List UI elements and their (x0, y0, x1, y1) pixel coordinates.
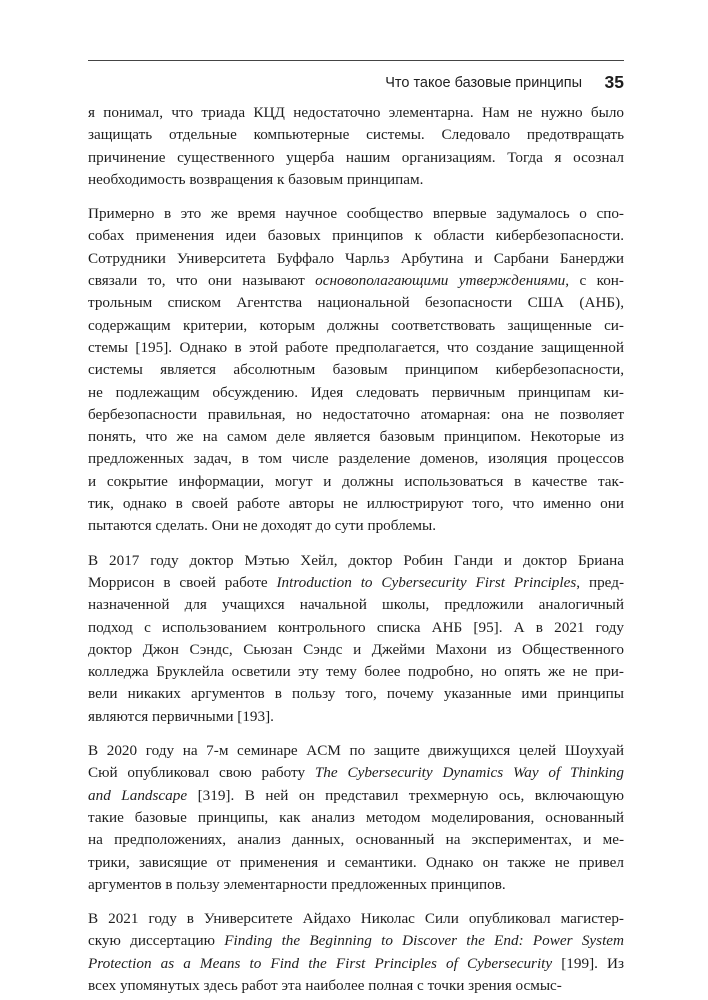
text-line (88, 683, 624, 705)
text-line (88, 661, 624, 683)
text-segment: В 2021 году в Университете Айдахо Николас Сили опубликовал магистер- (88, 910, 624, 928)
text-segment: бербезопасности правильная, но недостаточно атомарная: она не позволяет (88, 405, 624, 423)
text-segment: являются первичными [193]. (88, 707, 274, 725)
text-segment: необходимость возвращения к базовым принципам. (88, 170, 424, 188)
text-segment: В 2020 году на 7-м семинаре ACM по защите движущихся целей Шоухуай (88, 742, 624, 760)
text-segment: понять, что же на самом деле является базовым принципом. Некоторые из (88, 428, 624, 446)
text-line (88, 572, 624, 594)
italic-title-text: основополагающими утверждениями (315, 272, 566, 290)
text-segment: колледжа Бруклейла осветили эту тему более подробно, но опять же не при- (88, 663, 624, 681)
text-segment: Сотрудники Университета Буффало Чарльз Арбутина и Сарбани Банерджи (88, 249, 624, 267)
text-line (88, 493, 624, 515)
text-line (88, 550, 624, 572)
text-line (88, 930, 624, 952)
italic-title-text: Introduction to Cybersecurity First Principles (276, 573, 577, 591)
italic-title-text: and Landscape (88, 786, 188, 804)
body-text (88, 102, 624, 997)
text-segment: аргументов в пользу элементарности предложенных принципов. (88, 875, 506, 893)
text-segment: всех упомянутых здесь работ эта наиболее полная с точки зрения осмыс- (88, 976, 562, 994)
text-line (88, 594, 624, 616)
text-line (88, 315, 624, 337)
text-line (88, 404, 624, 426)
text-line (88, 102, 624, 124)
text-line (88, 807, 624, 829)
text-line (88, 448, 624, 470)
paragraph (88, 908, 624, 997)
text-line (88, 515, 624, 537)
text-segment: связали то, что они называют (88, 272, 316, 290)
text-line (88, 762, 624, 784)
text-line (88, 785, 624, 807)
text-line (88, 706, 624, 728)
text-line (88, 426, 624, 448)
text-segment: причинение существенного ущерба нашим организациям. Тогда я осознал (88, 148, 624, 166)
text-line (88, 953, 624, 975)
paragraph (88, 102, 624, 191)
text-segment: скую диссертацию (88, 932, 225, 950)
text-line (88, 874, 624, 896)
text-line (88, 740, 624, 762)
text-segment: трики, зависящие от применения и семантики. Однако он также не привел (88, 853, 624, 871)
text-line (88, 169, 624, 191)
text-segment: тик, однако в своей работе авторы не иллюстрируют того, что именно они (88, 495, 624, 513)
italic-title-text: Finding the Beginning to Discover the End: Power System (224, 932, 624, 950)
text-segment: Сюй опубликовал свою работу (88, 764, 315, 782)
text-segment: Примерно в это же время научное сообщество впервые задумалось о спо- (88, 205, 624, 223)
text-line (88, 829, 624, 851)
text-segment: предложенных задач, в том числе разделение доменов, изоляция процессов (88, 450, 624, 468)
text-line (88, 203, 624, 225)
text-segment: , с кон- (565, 272, 624, 290)
italic-title-text: Protection as a Means to Find the First Principles of Cybersecurity (88, 954, 553, 972)
text-segment: Моррисон в своей работе (88, 573, 277, 591)
text-segment: такие базовые принципы, как анализ методом моделирования, основанный (88, 808, 624, 826)
text-segment: собах применения идеи базовых принципов к области кибербезопасности. (88, 227, 624, 245)
text-segment: доктор Джон Сэндс, Сьюзан Сэндс и Джейми Махони из Общественного (88, 640, 624, 658)
page-number: 35 (604, 72, 624, 92)
text-line (88, 225, 624, 247)
text-line (88, 639, 624, 661)
text-segment: подход с использованием контрольного списка АНБ [95]. А в 2021 году (88, 618, 624, 636)
text-line (88, 248, 624, 270)
text-segment: защищать отдельные компьютерные системы. Следовало предотвращать (88, 126, 624, 144)
text-segment: [199]. Из (552, 954, 624, 972)
text-segment: стемы [195]. Однако в этой работе предполагается, что создание защищенной (88, 338, 624, 356)
text-line (88, 617, 624, 639)
text-line (88, 359, 624, 381)
running-header (88, 60, 624, 101)
text-segment: содержащим критерии, которым должны соответствовать защищенные си- (88, 316, 624, 334)
text-segment: и сокрытие информации, могут и должны использоваться в качестве так- (88, 472, 624, 490)
text-segment: пытаются сделать. Они не доходят до сути проблемы. (88, 517, 437, 535)
text-line (88, 975, 624, 997)
text-line (88, 382, 624, 404)
text-segment: не подлежащим обсуждению. Идея следовать первичным принципам ки- (88, 383, 624, 401)
text-segment: вели никаких аргументов в пользу того, почему указанные ими принципы (88, 685, 624, 703)
text-segment: трольным списком Агентства национальной безопасности США (АНБ), (88, 294, 624, 312)
text-segment: [319]. В ней он представил трехмерную ось, включающую (187, 786, 625, 804)
text-line (88, 337, 624, 359)
text-segment: на предположениях, анализ данных, основанный на экспериментах, и ме- (88, 831, 624, 849)
paragraph (88, 740, 624, 896)
text-segment: В 2017 году доктор Мэтью Хейл, доктор Робин Ганди и доктор Бриана (88, 551, 624, 569)
text-line (88, 471, 624, 493)
italic-title-text: The Cybersecurity Dynamics Way of Thinking (314, 764, 624, 782)
header-title: Что такое базовые принципы (385, 75, 582, 91)
text-line (88, 270, 624, 292)
paragraph (88, 550, 624, 728)
text-line (88, 147, 624, 169)
text-line (88, 124, 624, 146)
text-segment: , пред- (576, 573, 624, 591)
text-segment: назначенной для учащихся начальной школы, предложили аналогичный (88, 596, 624, 614)
text-line (88, 908, 624, 930)
text-line (88, 852, 624, 874)
paragraph (88, 203, 624, 537)
text-line (88, 292, 624, 314)
text-segment: системы является абсолютным базовым принципом кибербезопасности, (88, 361, 624, 379)
text-segment: я понимал, что триада КЦД недостаточно элементарна. Нам не нужно было (88, 104, 624, 121)
